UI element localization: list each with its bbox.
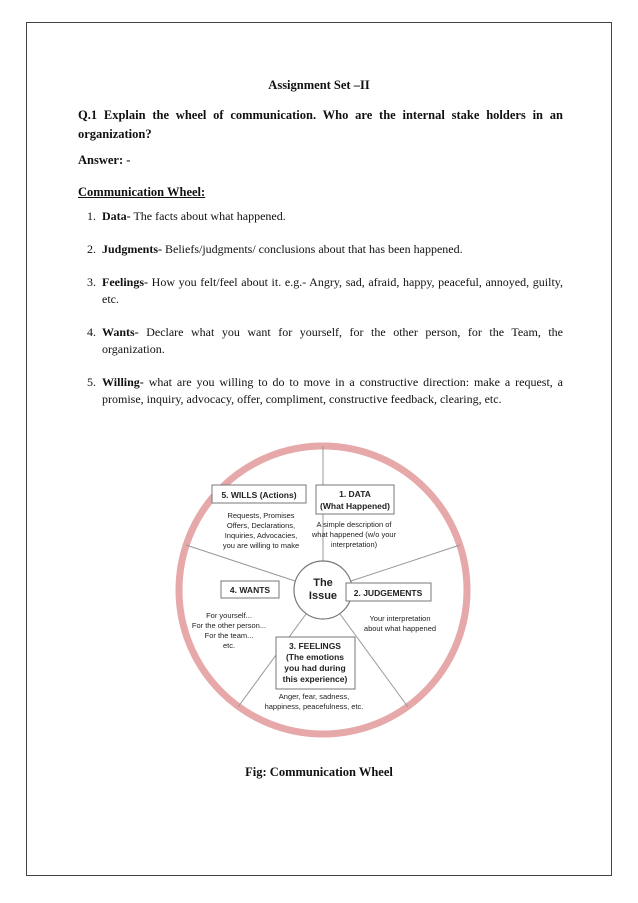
- list-number: 1.: [87, 209, 96, 223]
- answer-label: Answer: -: [78, 153, 131, 167]
- segment-description: interpretation): [330, 540, 378, 549]
- list-text: The facts about what happened.: [130, 209, 286, 223]
- list-item: [78, 274, 563, 308]
- list-number: 2.: [87, 242, 96, 256]
- wheel-diagram: [173, 440, 473, 740]
- segment-description: A simple description of: [316, 520, 392, 529]
- wheel-elements-list: [78, 208, 563, 424]
- segment-description: happiness, peacefulness, etc.: [264, 702, 364, 711]
- segment-heading: 4. WANTS: [229, 585, 271, 595]
- segment-description: Your interpretation: [369, 614, 431, 623]
- segment-heading: this experience): [282, 674, 348, 684]
- list-term: Feelings-: [102, 275, 148, 289]
- segment-description: etc.: [222, 641, 236, 650]
- list-term: Judgments-: [102, 242, 163, 256]
- segment-description: Offers, Declarations,: [226, 521, 296, 530]
- list-text: what are you willing to do to move in a constructive direction: make a request, a promise, inquiry, advocacy, offer, compliment, constructive feedback, clearing, etc.: [102, 375, 563, 406]
- list-item: [78, 374, 563, 408]
- question-text: Q.1 Explain the wheel of communication. Who are the internal stake holders in an organization?: [78, 108, 563, 141]
- segment-description: For the team...: [204, 631, 254, 640]
- wheel-center-label: The: [313, 577, 333, 589]
- list-text: How you felt/feel about it. e.g.- Angry, sad, afraid, happy, peaceful, annoyed, guilty, etc.: [102, 275, 563, 306]
- segment-description: For yourself...: [206, 611, 252, 620]
- list-text: Beliefs/judgments/ conclusions about that has been happened.: [162, 242, 463, 256]
- figure-caption: Fig: Communication Wheel: [245, 765, 393, 779]
- communication-wheel-figure: [173, 440, 473, 740]
- list-term: Wants-: [102, 325, 139, 339]
- segment-description: Inquiries, Advocacies,: [224, 531, 298, 540]
- segment-description: Requests, Promises: [227, 511, 295, 520]
- segment-heading: (What Happened): [320, 501, 390, 511]
- list-item: [78, 241, 563, 258]
- wheel-center-label: Issue: [308, 590, 338, 602]
- list-number: 3.: [87, 275, 96, 289]
- segment-description: Anger, fear, sadness,: [278, 692, 350, 701]
- segment-heading: 3. FEELINGS: [289, 641, 341, 651]
- segment-heading: 5. WILLS (Actions): [221, 490, 297, 500]
- section-heading: Communication Wheel:: [78, 185, 206, 199]
- segment-description: you are willing to make: [222, 541, 300, 550]
- list-number: 5.: [87, 375, 96, 389]
- segment-description: about what happened: [363, 624, 437, 633]
- segment-heading: (The emotions: [285, 652, 345, 662]
- segment-description: what happened (w/o your: [311, 530, 397, 539]
- page-title: Assignment Set –II: [268, 78, 370, 92]
- segment-heading: you had during: [284, 663, 346, 673]
- list-item: [78, 324, 563, 358]
- list-term: Data-: [102, 209, 131, 223]
- list-number: 4.: [87, 325, 96, 339]
- list-text: Declare what you want for yourself, for the other person, for the Team, the organization.: [102, 325, 563, 356]
- list-term: Willing-: [102, 375, 144, 389]
- segment-heading: 2. JUDGEMENTS: [353, 588, 423, 598]
- segment-description: For the other person...: [191, 621, 267, 630]
- segment-heading: 1. DATA: [339, 489, 371, 499]
- list-item: [78, 208, 563, 225]
